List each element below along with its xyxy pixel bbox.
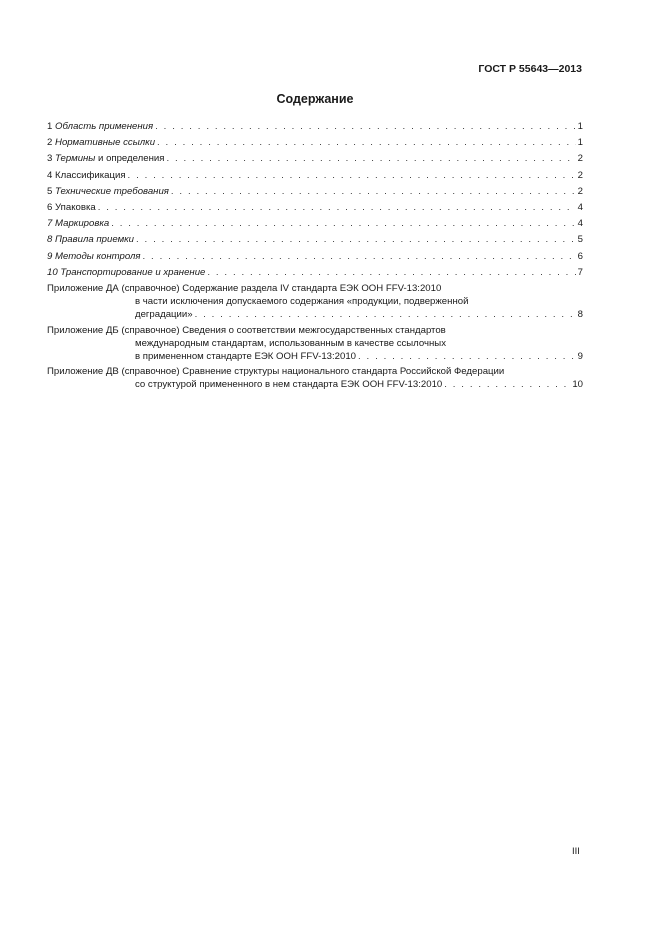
dot-leader <box>98 200 576 216</box>
toc-page: 1 <box>577 121 583 132</box>
toc-page: 5 <box>577 234 583 246</box>
appendix-line: деградации» <box>135 309 193 321</box>
toc-number: 10 <box>47 266 58 278</box>
toc-number: 8 <box>47 234 53 246</box>
toc-entry-10 <box>47 265 583 281</box>
toc-number: 4 <box>47 169 53 181</box>
toc-page: 2 <box>577 169 583 181</box>
appendix-line: Приложение ДБ (справочное) Сведения о соответствии межгосударственных стандартов <box>47 324 446 336</box>
toc-entry-7 <box>47 216 583 232</box>
toc-label: Классификация <box>55 169 126 181</box>
toc-label: Термины <box>55 153 96 165</box>
toc-number: 1 <box>47 121 53 132</box>
appendix-db-entry <box>47 324 583 364</box>
toc-entry-4 <box>47 168 583 184</box>
dot-leader <box>143 249 576 265</box>
dot-leader <box>157 135 576 151</box>
toc-page: 2 <box>577 185 583 197</box>
page-number: III <box>572 846 580 857</box>
toc-label: Область применения <box>55 121 154 132</box>
toc-entry-1 <box>47 119 583 135</box>
toc-label: Технические требования <box>55 185 169 197</box>
dot-leader <box>166 151 575 167</box>
toc-entry-6 <box>47 200 583 216</box>
toc-number: 6 <box>47 202 53 214</box>
toc-page: 4 <box>577 202 583 214</box>
toc-label: Маркировка <box>55 218 110 230</box>
toc-number: 2 <box>47 137 53 149</box>
dot-leader <box>136 232 576 248</box>
dot-leader <box>111 216 575 232</box>
dot-leader <box>171 184 576 200</box>
toc-entry-2 <box>47 135 583 151</box>
appendix-da-entry <box>47 282 583 322</box>
toc-label-rest: и определения <box>95 153 165 165</box>
toc-label: Методы контроля <box>55 250 141 262</box>
appendix-last-line <box>47 308 583 321</box>
toc-label: Транспортирование и хранение <box>60 266 206 278</box>
toc-entry-5 <box>47 184 583 200</box>
appendix-line: международным стандартам, использованным в качестве ссылочных <box>135 337 446 349</box>
dot-leader <box>195 308 576 321</box>
toc-page: 4 <box>577 218 583 230</box>
document-code: ГОСТ Р 55643—2013 <box>478 63 582 75</box>
appendix-line: в примененном стандарте ЕЭК ООН FFV-13:2010 <box>135 351 357 363</box>
toc-label: Нормативные ссылки <box>55 137 156 149</box>
toc-label: Упаковка <box>55 202 96 214</box>
table-of-contents <box>47 119 583 394</box>
dot-leader <box>358 350 576 363</box>
toc-number: 5 <box>47 185 53 197</box>
toc-entry-8 <box>47 232 583 248</box>
toc-label: Правила приемки <box>55 234 135 246</box>
dot-leader <box>128 168 576 184</box>
appendix-line: в части исключения допускаемого содержания «продукции, подверженной <box>135 296 469 308</box>
dot-leader <box>207 265 575 281</box>
toc-page: 6 <box>577 250 583 262</box>
toc-page: 2 <box>577 153 583 165</box>
toc-number: 7 <box>47 218 53 230</box>
appendix-last-line <box>47 378 583 391</box>
toc-page: 8 <box>577 309 583 321</box>
toc-number: 3 <box>47 153 53 165</box>
appendix-last-line <box>47 350 583 363</box>
appendix-line: со структурой примененного в нем стандарта ЕЭК ООН FFV-13:2010 <box>135 379 443 391</box>
toc-number: 9 <box>47 250 53 262</box>
toc-page: 7 <box>577 266 583 278</box>
dot-leader <box>444 378 570 391</box>
toc-entry-3 <box>47 151 583 167</box>
toc-entry-9 <box>47 249 583 265</box>
appendix-dv-entry <box>47 365 583 391</box>
appendix-line: Приложение ДВ (справочное) Сравнение структуры национального стандарта Российской Федерации <box>47 366 505 378</box>
appendix-line: Приложение ДА (справочное) Содержание раздела IV стандарта ЕЭК ООН FFV-13:2010 <box>47 283 442 295</box>
toc-page: 10 <box>572 379 583 391</box>
toc-page: 1 <box>577 137 583 149</box>
dot-leader <box>155 119 576 135</box>
toc-page: 9 <box>577 351 583 363</box>
page-title: Содержание <box>276 92 354 106</box>
